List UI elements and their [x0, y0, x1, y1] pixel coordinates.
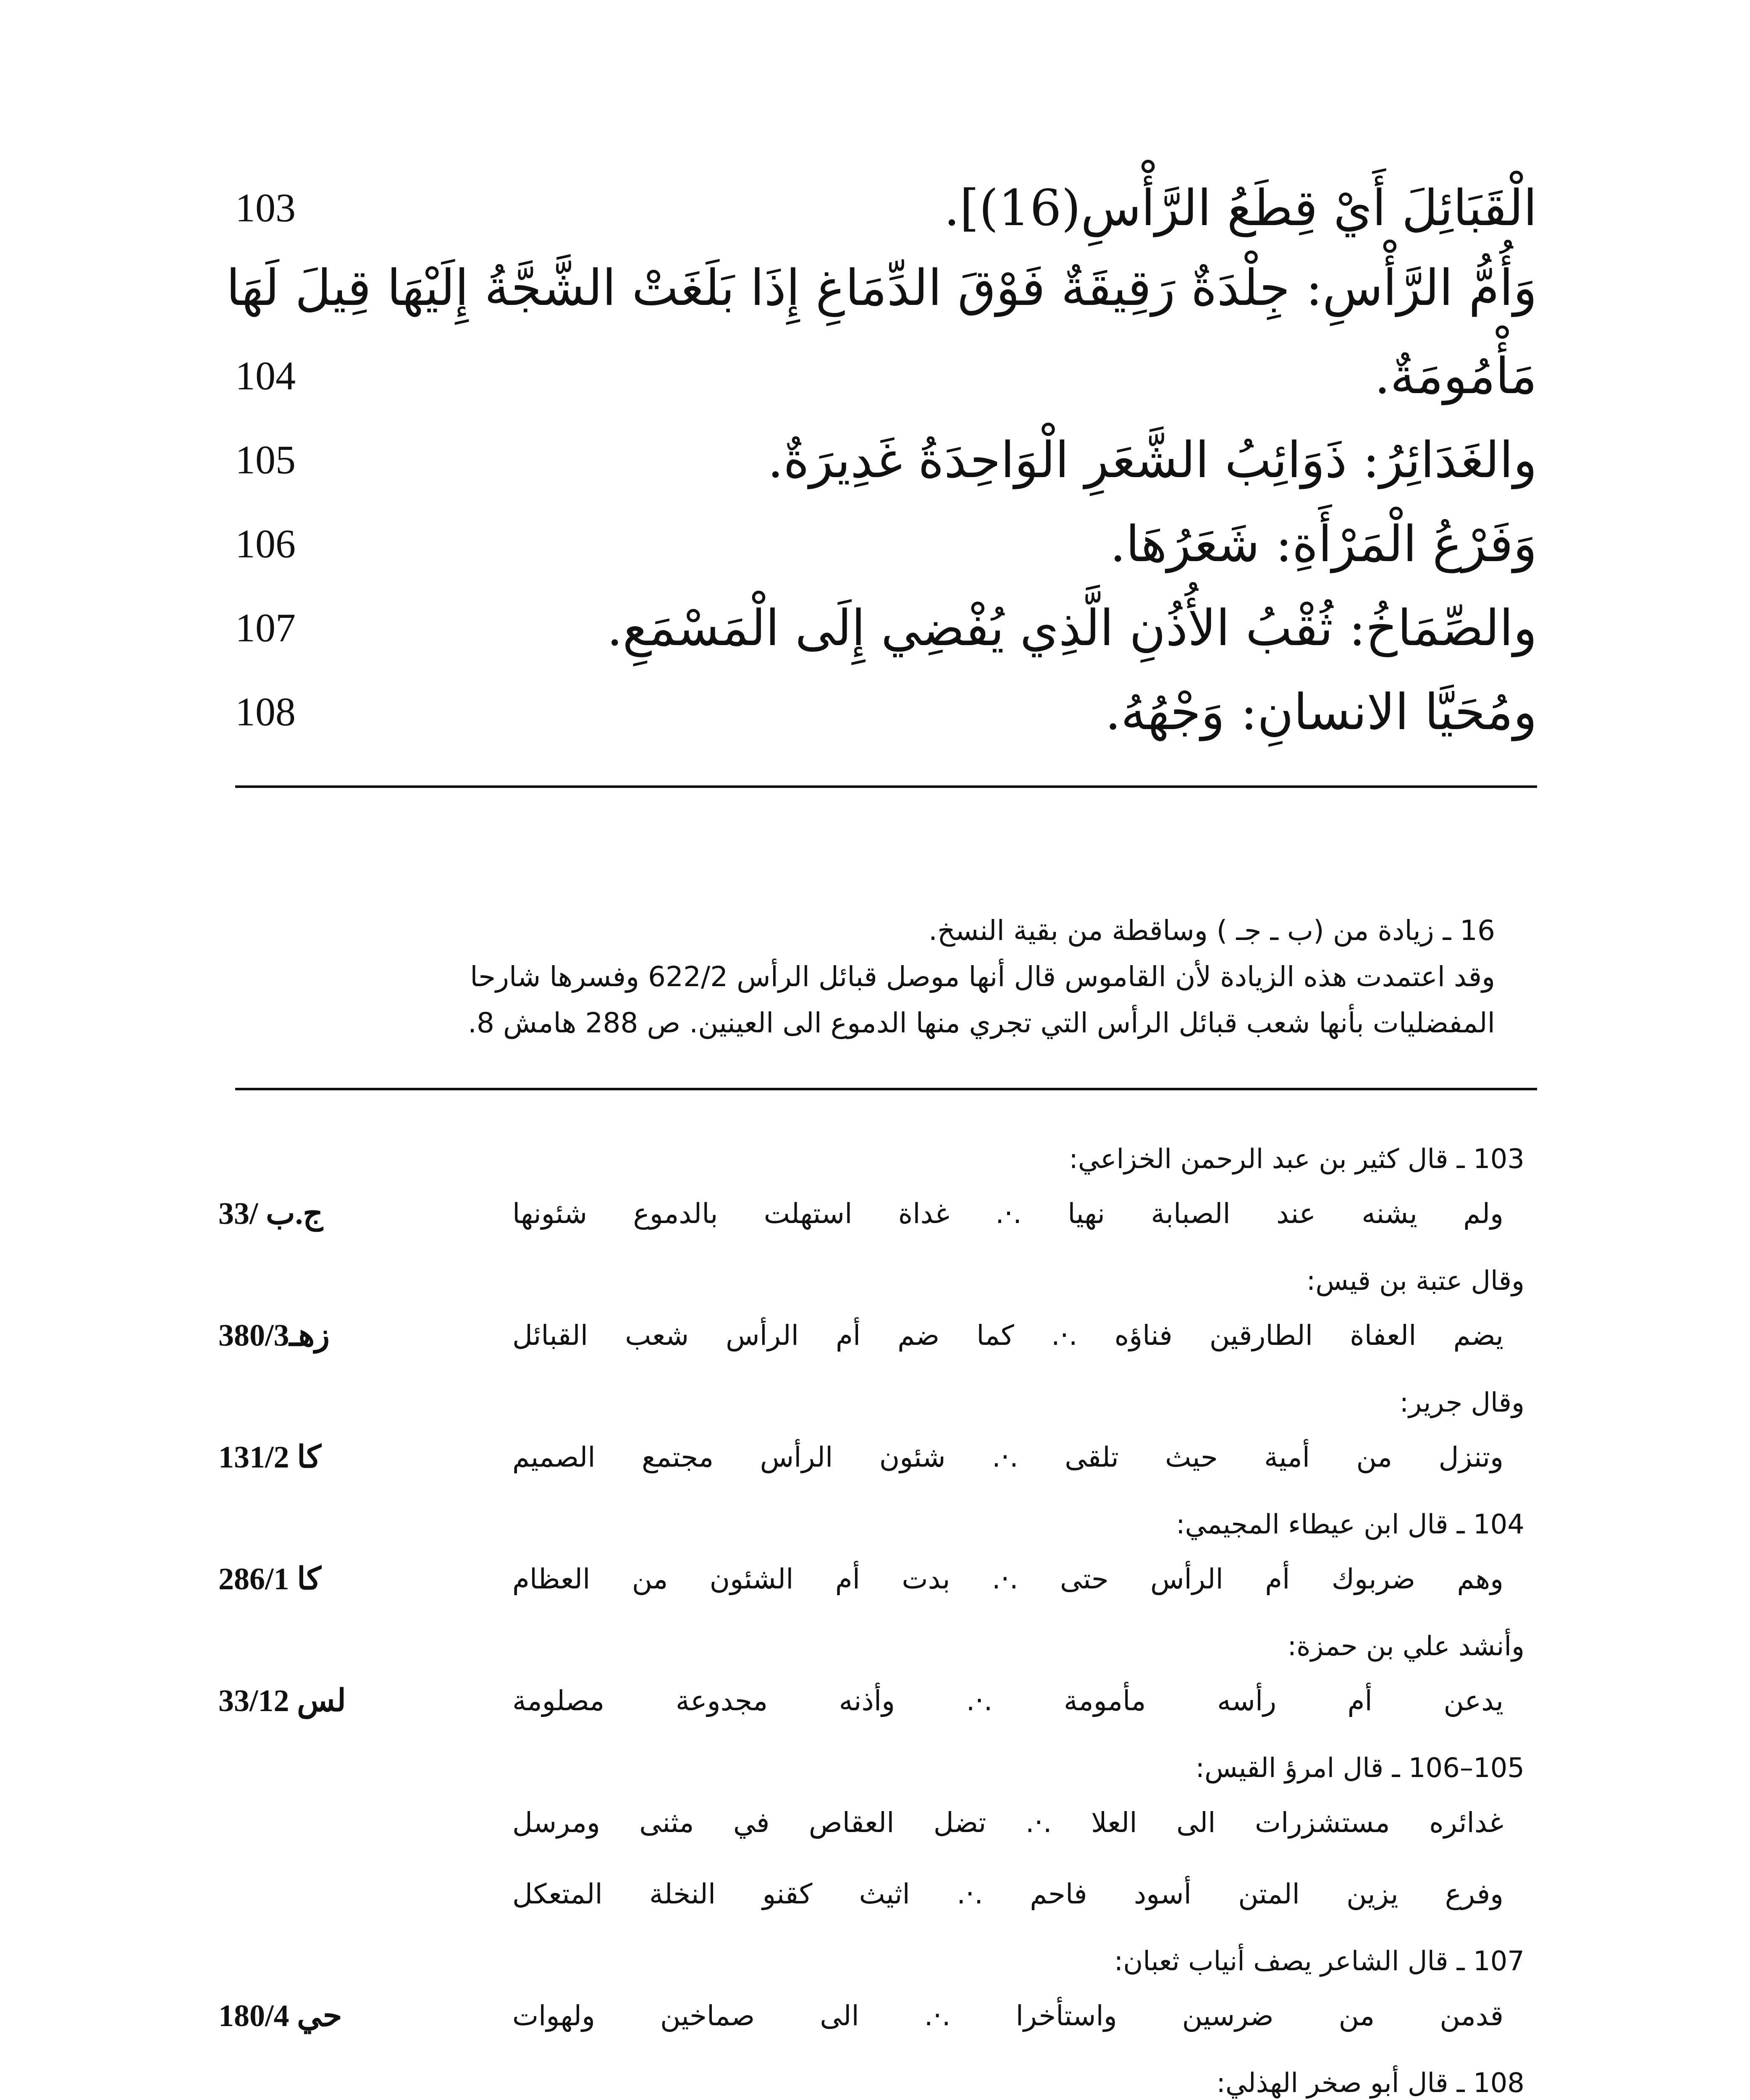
line-number: 106 [235, 521, 296, 566]
line-number: 108 [235, 689, 296, 734]
verse-text: ولم يشنه عند الصبابة نهيا .·. غداة استهلت بالدموع شئونها [512, 1197, 1503, 1230]
main-line [226, 252, 1537, 332]
source-reference: كا 286/1 [218, 1562, 321, 1596]
verse-line [218, 1428, 1503, 1487]
line-number: 105 [235, 437, 296, 482]
verse-line [218, 1306, 1503, 1365]
divider [235, 785, 1537, 788]
main-text: مَأْمُومَةٌ. [1374, 347, 1537, 405]
footnote-line: 16 ـ زيادة من (ب ـ جـ ) وساقطة من بقية النسخ. [929, 914, 1495, 947]
verse-text: وهم ضربوك أم الرأس حتى .·. بدت أم الشئون من العظام [512, 1563, 1503, 1595]
commentary-heading: 105–106 ـ قال امرؤ القيس: [1195, 1753, 1524, 1784]
line-number: 104 [235, 353, 296, 398]
line-number: 107 [235, 605, 296, 650]
verse-line [218, 1793, 1503, 1852]
commentary-heading: 107 ـ قال الشاعر يصف أنياب ثعبان: [1114, 1946, 1524, 1977]
verse-text: يدعن أم رأسه مأمومة .·. وأذنه مجدوعة مصلومة [512, 1685, 1503, 1717]
verse-line [218, 1987, 1503, 2045]
verse-text: غدائره مستشزرات الى العلا .·. تضل العقاص في مثنى ومرسل [512, 1806, 1503, 1839]
line-number: 103 [235, 185, 296, 230]
verse-text: وتنزل من أمية حيث تلقى .·. شئون الرأس مجتمع الصميم [512, 1441, 1503, 1473]
commentary-heading: وقال جرير: [1399, 1387, 1524, 1418]
verse-line [218, 1550, 1503, 1609]
main-text: والصِّمَاخُ: ثُقْبُ الأُذُنِ الَّذِي يُفْضِي إِلَى الْمَسْمَعِ. [607, 599, 1537, 657]
main-line [235, 592, 1537, 672]
source-reference: لس 33/12 [218, 1684, 346, 1718]
verse-text: قدمن من ضرسين واستأخرا .·. الى صماخين ولهوات [512, 2000, 1503, 2032]
divider [235, 1088, 1537, 1090]
commentary-heading: وقال عتبة بن قيس: [1306, 1265, 1524, 1297]
main-line [235, 676, 1537, 756]
verse-line [218, 1184, 1503, 1243]
source-reference: زهـ380/3 [218, 1318, 330, 1353]
main-line [235, 340, 1537, 420]
verse-text: يضم العفاة الطارقين فناؤه .·. كما ضم أم الرأس شعب القبائل [512, 1319, 1503, 1352]
commentary-heading: وأنشد علي بن حمزة: [1287, 1631, 1524, 1662]
source-reference: ج.ب /33 [218, 1197, 323, 1231]
commentary-heading: 104 ـ قال ابن عيطاء المجيمي: [1176, 1509, 1524, 1540]
commentary-heading: 108 ـ قال أبو صخر الهذلي: [1216, 2068, 1524, 2099]
verse-line [218, 1865, 1503, 1924]
commentary-heading: 103 ـ قال كثير بن عبد الرحمن الخزاعي: [1069, 1144, 1524, 1175]
main-text: ومُحَيَّا الانسانِ: وَجْهُهُ. [1105, 683, 1537, 741]
main-text: وَفَرْعُ الْمَرْأَةِ: شَعَرُهَا. [1110, 515, 1537, 573]
verse-text: وفرع يزين المتن أسود فاحم .·. اثيث كقنو النخلة المتعكل [512, 1878, 1503, 1910]
footnote-line: المفضليات بأنها شعب قبائل الرأس التي تجري منها الدموع الى العينين. ص 288 هامش 8. [468, 1007, 1495, 1039]
main-text: الْقَبَائِلَ أَيْ قِطَعُ الرَّأْسِ(16)]. [944, 179, 1537, 237]
main-line [235, 508, 1537, 588]
verse-line [218, 1672, 1503, 1730]
main-line [235, 424, 1537, 504]
footnote-line: وقد اعتمدت هذه الزيادة لأن القاموس قال أنها موصل قبائل الرأس 622/2 وفسرها شارحا [470, 961, 1495, 993]
main-text: وَأُمُّ الرَّأْسِ: جِلْدَةٌ رَقِيقَةٌ فَوْقَ الدِّمَاغِ إِذَا بَلَغَتْ الشَّجَّةُ إِلَيْهَا قِيلَ لَهَا [226, 259, 1537, 317]
source-reference: كا 131/2 [218, 1440, 321, 1475]
main-text: والغَدَائِرُ: ذَوَائِبُ الشَّعَرِ الْوَاحِدَةُ غَدِيرَةٌ. [767, 431, 1537, 489]
main-line [235, 172, 1537, 252]
source-reference: حي 180/4 [218, 1999, 342, 2033]
